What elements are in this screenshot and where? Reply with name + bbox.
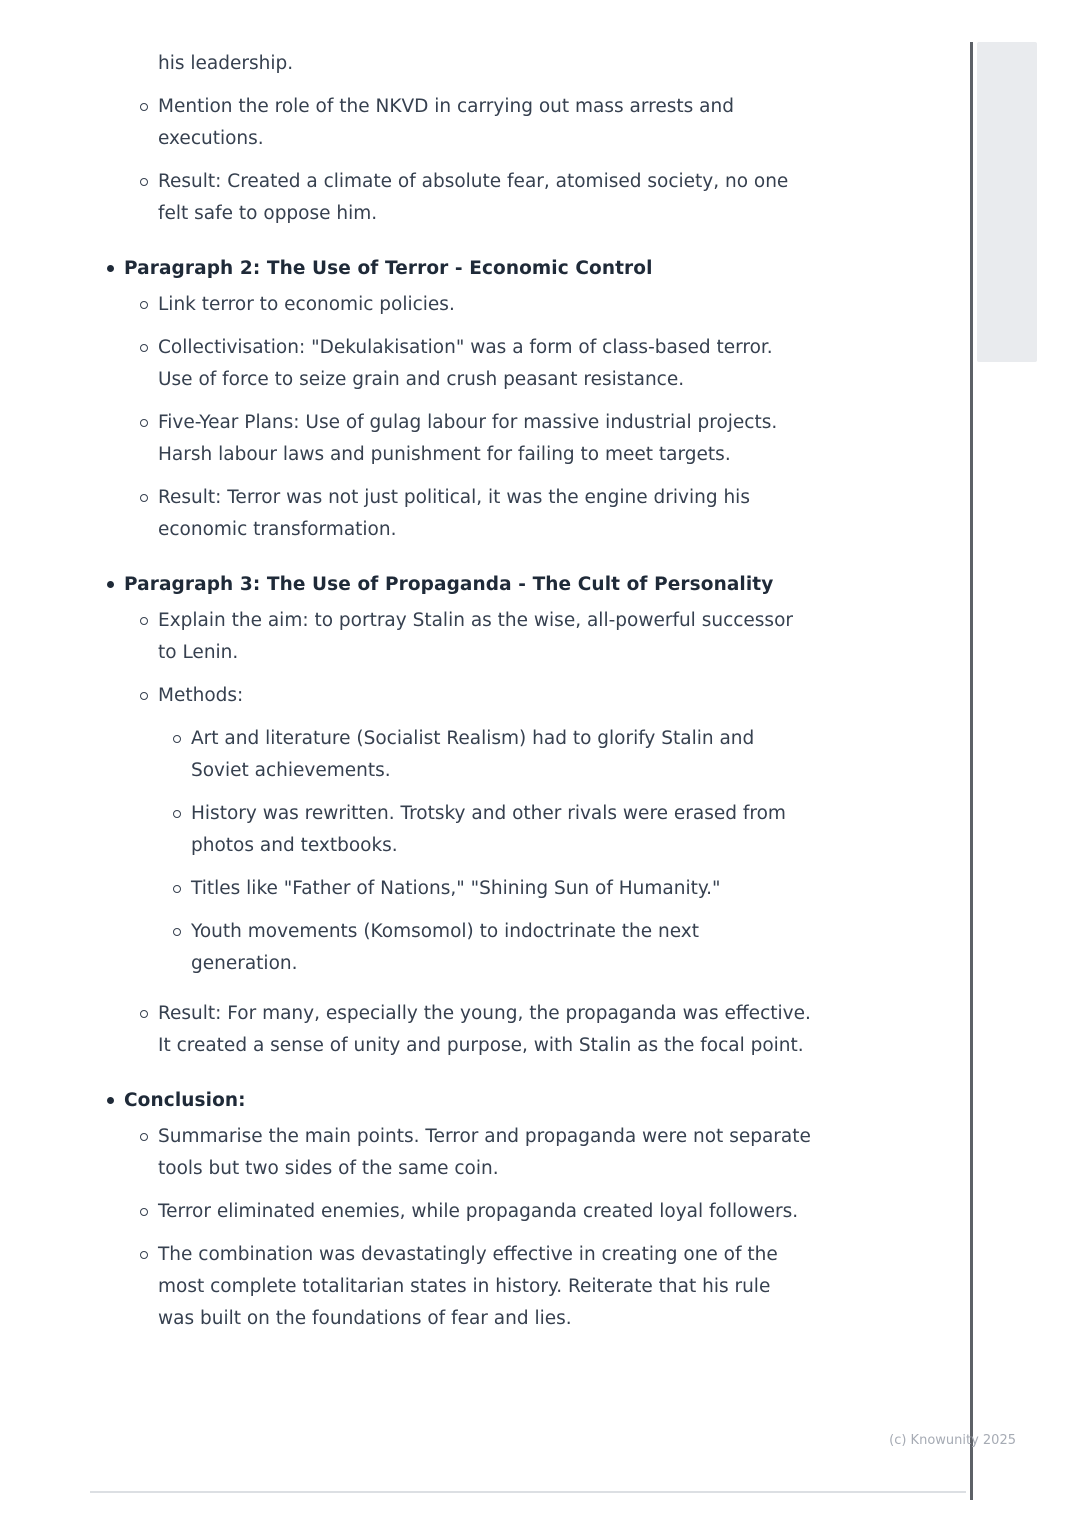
hollow-bullet-icon [140,419,148,427]
section-heading-text: Paragraph 3: The Use of Propaganda - The Cult of Personality [124,574,774,595]
list-item [138,91,811,155]
list-item-text: Art and literature (Socialist Realism) had to glorify Stalin and Soviet achievements. [191,728,755,781]
hollow-bullet-icon [140,301,148,309]
hollow-bullet-icon [173,735,181,743]
list-item-text: Youth movements (Komsomol) to indoctrinate the next generation. [191,921,699,974]
page-edge-divider [970,42,973,1500]
hollow-bullet-icon [173,928,181,936]
list-item [138,1239,811,1335]
hollow-bullet-icon [140,494,148,502]
hollow-bullet-icon [140,1208,148,1216]
list-item-text: Mention the role of the NKVD in carrying out mass arrests and executions. [158,96,734,149]
section-heading [105,253,811,285]
notes-list [105,48,811,1346]
hollow-bullet-icon [140,692,148,700]
list-item [171,873,811,905]
hollow-bullet-icon [140,103,148,111]
list-item [138,289,811,321]
list-item-text: The combination was devastatingly effective in creating one of the most complete totalitarian states in history. Reiterate that his rule was built on the foundations of fear and lies. [158,1244,778,1329]
hollow-bullet-icon [140,1010,148,1018]
section-heading [105,569,811,601]
list-item [138,1121,811,1185]
adjacent-page-preview[interactable] [977,42,1037,362]
hollow-bullet-icon [173,810,181,818]
list-item [138,407,811,471]
list-item [171,723,811,787]
list-item [138,166,811,230]
list-item-text: Summarise the main points. Terror and propaganda were not separate tools but two sides of the same coin. [158,1126,811,1179]
bottom-divider [90,1491,966,1493]
list-item [138,998,811,1062]
list-item-text: Methods: [158,685,244,706]
section-heading-text: Conclusion: [124,1090,246,1111]
hollow-bullet-icon [140,1133,148,1141]
list-item-continuation [138,48,811,80]
list-item-text: Result: Terror was not just political, it was the engine driving his economic transformation. [158,487,750,540]
list-item-text: Collectivisation: "Dekulakisation" was a form of class-based terror. Use of force to seize grain and crush peasant resistance. [158,337,773,390]
list-item [171,916,811,980]
section-heading [105,1085,811,1117]
list-item [171,798,811,862]
hollow-bullet-icon [140,617,148,625]
list-item-text: History was rewritten. Trotsky and other rivals were erased from photos and textbooks. [191,803,786,856]
list-item-text: Result: For many, especially the young, the propaganda was effective. It created a sense of unity and purpose, with Stalin as the focal point. [158,1003,811,1056]
footer-credit: (c) Knowunity 2025 [889,1433,1016,1448]
hollow-bullet-icon [140,1251,148,1259]
filled-bullet-icon [107,265,114,272]
filled-bullet-icon [107,1097,114,1104]
section-heading-text: Paragraph 2: The Use of Terror - Economic Control [124,258,653,279]
hollow-bullet-icon [173,885,181,893]
list-item-text: his leadership. [158,53,294,74]
hollow-bullet-icon [140,344,148,352]
filled-bullet-icon [107,581,114,588]
list-item [138,605,811,669]
list-item-text: Terror eliminated enemies, while propaganda created loyal followers. [158,1201,799,1222]
list-item [138,1196,811,1228]
list-item-text: Titles like "Father of Nations," "Shining Sun of Humanity." [191,878,721,899]
list-item-text: Result: Created a climate of absolute fear, atomised society, no one felt safe to oppose him. [158,171,789,224]
list-item [138,680,811,712]
hollow-bullet-icon [140,178,148,186]
list-item-text: Explain the aim: to portray Stalin as the wise, all-powerful successor to Lenin. [158,610,793,663]
list-item-text: Link terror to economic policies. [158,294,455,315]
list-item [138,482,811,546]
list-item-text: Five-Year Plans: Use of gulag labour for massive industrial projects. Harsh labour laws and punishment for failing to meet targets. [158,412,778,465]
list-item [138,332,811,396]
